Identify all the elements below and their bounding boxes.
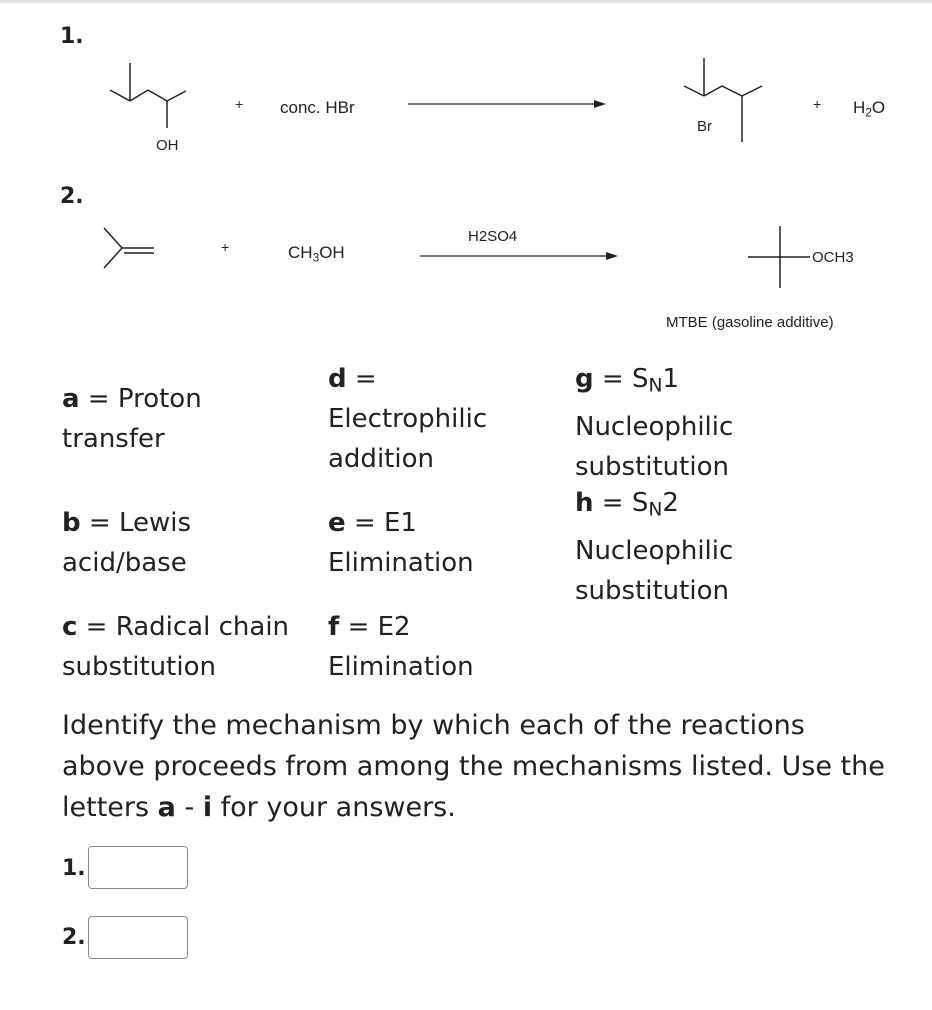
reaction-1-number: 1. [60, 24, 84, 49]
top-border [0, 0, 932, 3]
reaction-2-reagent: $CH_3OH$ [288, 243, 345, 265]
reaction-2-plus: + [221, 239, 230, 255]
reaction-1-reagent: conc. HBr [280, 98, 355, 117]
question-prompt: Identify the mechanism by which each of the reactions above proceeds from among the mechanisms listed. Use the letters a - i for your answers. [62, 710, 885, 823]
reaction-2-product-caption: MTBE (gasoline additive) [666, 314, 834, 331]
mechanism-g: $g = S_N1$ Nucleophilic substitution [575, 364, 734, 482]
answer-1-input[interactable] [88, 846, 188, 889]
reaction-2-catalyst: H2SO4 [468, 228, 518, 245]
mechanism-b: b = Lewis acid/base [62, 508, 191, 578]
reaction-1-br-label: Br [697, 118, 712, 135]
mechanism-h: $h = S_N2$ Nucleophilic substitution [575, 488, 734, 606]
reaction-2-arrow [420, 250, 620, 262]
reaction-1-plus-2: + [813, 96, 822, 112]
answer-2-input[interactable] [88, 916, 188, 959]
mechanism-c: c = Radical chain substitution [62, 612, 290, 682]
reaction-2-number: 2. [60, 184, 84, 209]
answer-2-label: 2. [62, 925, 86, 950]
reaction-1-oh-label: OH [156, 137, 179, 154]
reaction-2-reactant-structure [98, 224, 168, 274]
reaction-1-plus: + [235, 96, 244, 112]
reaction-1-reactant-structure [100, 58, 220, 138]
reaction-2-product-label: OCH3 [812, 249, 854, 266]
mechanism-d: d = Electrophilic addition [328, 364, 488, 474]
reaction-1-arrow [408, 98, 608, 110]
mechanism-e: e = E1 Elimination [328, 508, 474, 578]
mechanism-a: a = Proton transfer [62, 384, 202, 454]
reaction-1-byproduct: $H_2O$ [853, 98, 886, 120]
answer-1-label: 1. [62, 856, 86, 881]
reaction-1-product-structure [670, 54, 790, 154]
mechanism-f: f = E2 Elimination [328, 612, 474, 682]
